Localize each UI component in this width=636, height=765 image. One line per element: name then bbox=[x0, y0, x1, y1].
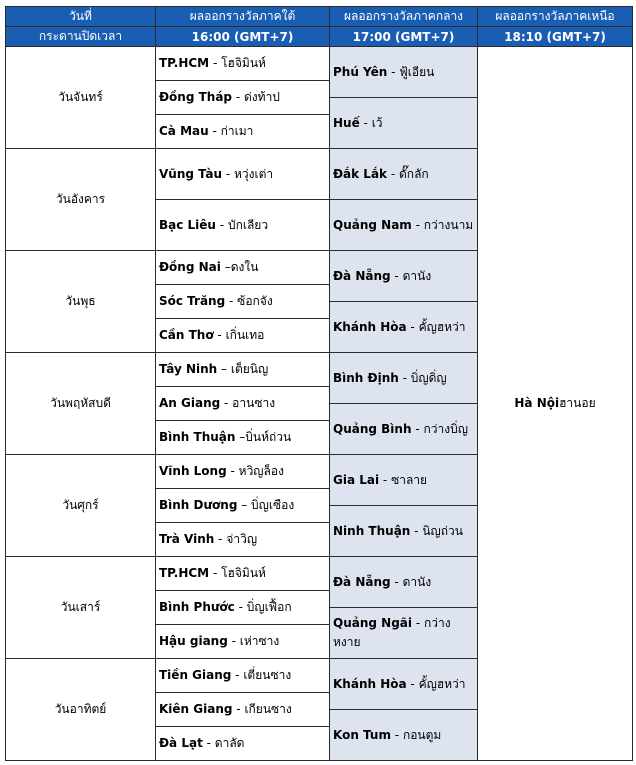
province-name-th: เกิ่นเทอ bbox=[225, 328, 265, 342]
day-name: วันพุธ bbox=[6, 251, 156, 353]
lottery-schedule-table bbox=[5, 6, 633, 761]
province-name-vn: An Giang bbox=[159, 396, 221, 410]
province-name-vn: Khánh Hòa bbox=[333, 319, 407, 334]
name-separator: - bbox=[410, 523, 423, 538]
day-subrow bbox=[6, 47, 633, 64]
central-province bbox=[330, 98, 478, 149]
province-name-th: ซาลาย bbox=[391, 472, 428, 487]
table-body bbox=[6, 47, 633, 761]
south-province bbox=[156, 523, 330, 557]
province-name-th: ดานัง bbox=[402, 268, 432, 283]
province-name-th: เว้ bbox=[371, 115, 383, 130]
province-name-th: จ่าวิญ bbox=[226, 532, 258, 546]
name-separator: - bbox=[390, 727, 403, 742]
south-province bbox=[156, 47, 330, 81]
south-province bbox=[156, 251, 330, 285]
day-name: วันเสาร์ bbox=[6, 557, 156, 659]
province-name-vn: Tây Ninh bbox=[159, 362, 218, 376]
central-province bbox=[330, 506, 478, 557]
closing-time-north: 18:10 (GMT+7) bbox=[478, 27, 633, 47]
province-name-vn: Trà Vinh bbox=[159, 532, 215, 546]
province-name-vn: Đà Nẵng bbox=[333, 268, 391, 283]
province-name-vn: Bình Thuận bbox=[159, 430, 236, 444]
name-separator: - bbox=[411, 217, 424, 232]
province-name-vn: Quảng Nam bbox=[333, 217, 412, 232]
central-province bbox=[330, 710, 478, 761]
province-name-th: เต็ยนิญ bbox=[230, 362, 269, 376]
province-name-th: หวุ่งเต่า bbox=[233, 166, 274, 181]
name-separator: - bbox=[406, 319, 419, 334]
central-province bbox=[330, 302, 478, 353]
province-name-th: เห่าซาง bbox=[239, 634, 280, 648]
name-separator: - bbox=[387, 64, 400, 79]
province-name-th: ซ้อกจัง bbox=[237, 294, 273, 308]
province-name-vn: Sóc Trăng bbox=[159, 294, 226, 308]
south-province bbox=[156, 81, 330, 115]
province-name-vn: Đồng Nai bbox=[159, 260, 221, 274]
central-province bbox=[330, 251, 478, 302]
south-province bbox=[156, 659, 330, 693]
province-name-th: บิ่ญเซือง bbox=[251, 498, 295, 512]
name-separator: - bbox=[214, 532, 227, 546]
name-separator: – bbox=[220, 260, 231, 274]
province-name-th: คั้ญฮหว่า bbox=[418, 676, 466, 691]
province-name-th: ดานัง bbox=[402, 574, 432, 589]
central-province bbox=[330, 608, 478, 659]
name-separator: – bbox=[235, 430, 246, 444]
province-name-th: ฟู้เอียน bbox=[399, 64, 435, 79]
south-province bbox=[156, 200, 330, 251]
central-province bbox=[330, 659, 478, 710]
province-name-th: ฮานอย bbox=[559, 396, 596, 410]
province-name-vn: Cần Thơ bbox=[159, 328, 214, 342]
name-separator: - bbox=[225, 294, 238, 308]
province-name-vn: Đà Nẵng bbox=[333, 574, 391, 589]
province-name-th: ก่าเมา bbox=[220, 124, 254, 138]
province-name-vn: Ninh Thuận bbox=[333, 523, 411, 538]
province-name-th: บิ่ญเฟื้อก bbox=[246, 600, 292, 614]
province-name-vn: Vĩnh Long bbox=[159, 464, 227, 478]
name-separator: - bbox=[226, 464, 239, 478]
province-name-vn: Bình Phước bbox=[159, 600, 235, 614]
closing-time-south: 16:00 (GMT+7) bbox=[156, 27, 330, 47]
south-province bbox=[156, 489, 330, 523]
province-name-vn: Kon Tum bbox=[333, 727, 391, 742]
south-province bbox=[156, 319, 330, 353]
province-name-th: เกียนซาง bbox=[244, 702, 292, 716]
table-header bbox=[6, 7, 633, 47]
province-name-vn: Kiên Giang bbox=[159, 702, 233, 716]
closing-time-row bbox=[6, 27, 633, 47]
south-province bbox=[156, 455, 330, 489]
south-province bbox=[156, 387, 330, 421]
name-separator: - bbox=[359, 115, 372, 130]
name-separator: - bbox=[411, 421, 424, 436]
province-name-vn: Hậu giang bbox=[159, 634, 228, 648]
province-name-vn: Đà Lạt bbox=[159, 736, 203, 750]
province-name-th: กว่างนาม bbox=[423, 217, 474, 232]
province-name-th: ดาลัด bbox=[214, 736, 245, 750]
province-name-th: นิญถ่วน bbox=[422, 523, 463, 538]
province-name-th: หวิญล็อง bbox=[238, 464, 284, 478]
south-province bbox=[156, 727, 330, 761]
south-province bbox=[156, 115, 330, 149]
province-name-th: กว่างหงาย bbox=[333, 616, 451, 649]
south-province bbox=[156, 693, 330, 727]
name-separator: - bbox=[231, 668, 244, 682]
name-separator: - bbox=[398, 370, 411, 385]
province-name-vn: TP.HCM bbox=[159, 56, 210, 70]
name-separator: - bbox=[208, 124, 221, 138]
col-header-day: วันที่ bbox=[6, 7, 156, 27]
name-separator: - bbox=[379, 472, 392, 487]
name-separator: - bbox=[215, 217, 228, 232]
central-province bbox=[330, 557, 478, 608]
province-name-vn: Đồng Tháp bbox=[159, 90, 233, 104]
name-separator: - bbox=[222, 166, 234, 181]
province-name-vn: Vũng Tàu bbox=[159, 166, 223, 181]
province-name-vn: Gia Lai bbox=[333, 472, 380, 487]
north-province bbox=[478, 47, 633, 761]
province-name-th: โฮจิมินห์ bbox=[221, 56, 266, 70]
south-province bbox=[156, 353, 330, 387]
central-province bbox=[330, 353, 478, 404]
south-province bbox=[156, 149, 330, 200]
province-name-vn: Tiền Giang bbox=[159, 668, 232, 682]
province-name-vn: TP.HCM bbox=[159, 566, 210, 580]
province-name-th: บักเลียว bbox=[227, 217, 269, 232]
province-name-th: โฮจิมินห์ bbox=[221, 566, 266, 580]
name-separator: - bbox=[209, 56, 222, 70]
name-separator: - bbox=[234, 600, 247, 614]
name-separator: - bbox=[209, 566, 222, 580]
day-name: วันพฤหัสบดี bbox=[6, 353, 156, 455]
header-row bbox=[6, 7, 633, 27]
name-separator: - bbox=[412, 616, 424, 630]
province-name-vn: Khánh Hòa bbox=[333, 676, 407, 691]
south-province bbox=[156, 557, 330, 591]
col-header-south: ผลออกรางวัลภาคใต้ bbox=[156, 7, 330, 27]
province-name-th: บิ่ญดิ่ญ bbox=[410, 370, 447, 385]
central-province bbox=[330, 47, 478, 98]
col-header-north: ผลออกรางวัลภาคเหนือ bbox=[478, 7, 633, 27]
south-province bbox=[156, 625, 330, 659]
central-province bbox=[330, 200, 478, 251]
name-separator: - bbox=[387, 166, 400, 181]
name-separator: - bbox=[406, 676, 419, 691]
south-province bbox=[156, 421, 330, 455]
name-separator: - bbox=[220, 396, 233, 410]
central-province bbox=[330, 455, 478, 506]
central-province bbox=[330, 149, 478, 200]
province-name-th: บิ่นห์ถ่วน bbox=[245, 430, 292, 444]
name-separator: - bbox=[390, 574, 403, 589]
province-name-th: อานซาง bbox=[232, 396, 276, 410]
province-name-th: กอนตูม bbox=[402, 727, 442, 742]
province-name-vn: Bình Định bbox=[333, 370, 399, 385]
day-name: วันศุกร์ bbox=[6, 455, 156, 557]
south-province bbox=[156, 285, 330, 319]
name-separator: - bbox=[202, 736, 215, 750]
day-name: วันอังคาร bbox=[6, 149, 156, 251]
south-province bbox=[156, 591, 330, 625]
closing-time-label: กระดานปิดเวลา bbox=[6, 27, 156, 47]
province-name-vn: Quảng Ngãi bbox=[333, 616, 412, 630]
province-name-vn: Bình Dương bbox=[159, 498, 238, 512]
name-separator: - bbox=[232, 702, 245, 716]
province-name-vn: Hà Nội bbox=[514, 396, 560, 410]
province-name-vn: Phú Yên bbox=[333, 64, 388, 79]
day-name: วันจันทร์ bbox=[6, 47, 156, 149]
province-name-th: ดงใน bbox=[230, 260, 259, 274]
province-name-vn: Đắk Lắk bbox=[333, 166, 388, 181]
province-name-th: ดั๊กลัก bbox=[399, 166, 429, 181]
name-separator: - bbox=[390, 268, 403, 283]
province-name-th: กว่างบิ่ญ bbox=[423, 421, 468, 436]
central-province bbox=[330, 404, 478, 455]
col-header-central: ผลออกรางวัลภาคกลาง bbox=[330, 7, 478, 27]
province-name-vn: Quảng Bình bbox=[333, 421, 412, 436]
province-name-vn: Huế bbox=[333, 115, 360, 130]
closing-time-central: 17:00 (GMT+7) bbox=[330, 27, 478, 47]
day-name: วันอาทิตย์ bbox=[6, 659, 156, 761]
name-separator: – bbox=[237, 498, 252, 512]
province-name-th: คั้ญฮหว่า bbox=[418, 319, 466, 334]
province-name-vn: Cà Mau bbox=[159, 124, 209, 138]
name-separator: - bbox=[213, 328, 226, 342]
name-separator: - bbox=[227, 634, 240, 648]
name-separator: – bbox=[217, 362, 231, 376]
province-name-vn: Bạc Liêu bbox=[159, 217, 216, 232]
name-separator: - bbox=[232, 90, 244, 104]
province-name-th: ด่งท้าป bbox=[244, 90, 280, 104]
province-name-th: เตี่ยนซาง bbox=[243, 668, 292, 682]
